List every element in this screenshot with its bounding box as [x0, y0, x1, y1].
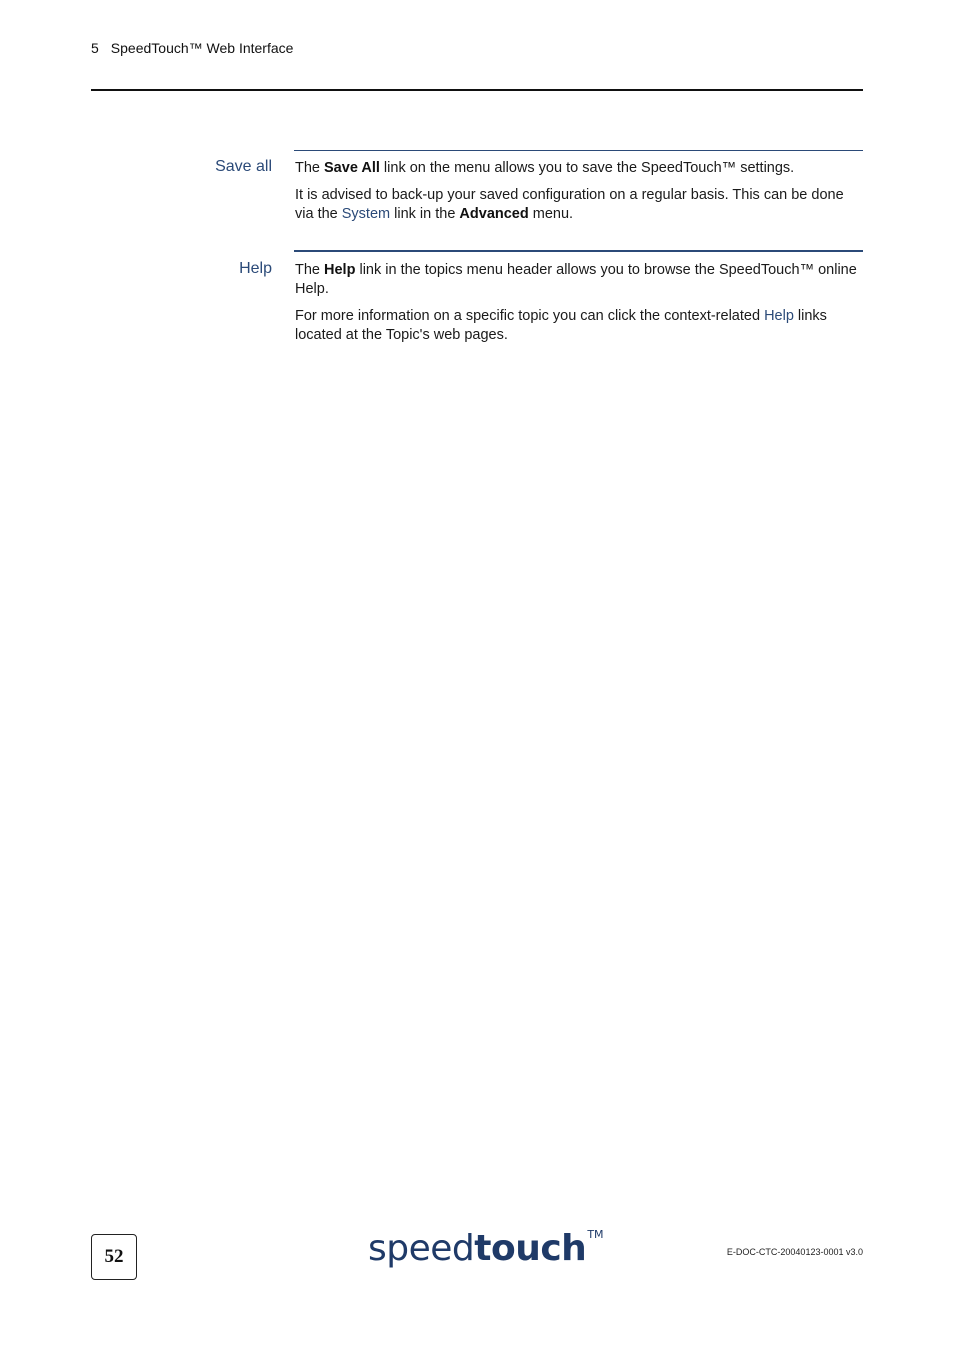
- text-run: For more information on a specific topic you can click the context-related: [295, 308, 765, 324]
- bold-term-advanced: Advanced: [459, 206, 529, 222]
- logo-trademark: TM: [587, 1228, 604, 1241]
- paragraph: [295, 186, 863, 224]
- text-run: The: [295, 160, 325, 176]
- section-body: [295, 159, 863, 232]
- system-link[interactable]: System: [341, 206, 391, 222]
- text-run: menu.: [528, 206, 574, 222]
- text-run: The: [295, 262, 325, 278]
- section-label-help: Help: [239, 260, 272, 277]
- chapter-title: SpeedTouch™ Web Interface: [110, 40, 294, 56]
- bold-term-save-all: Save All: [324, 160, 380, 176]
- text-run: links located at the Topic's web pages.: [295, 308, 827, 343]
- section-label-save-all: Save all: [215, 158, 272, 175]
- speedtouch-logo: [368, 1228, 604, 1269]
- chapter-number: 5: [91, 40, 99, 56]
- text-run: link in the: [390, 206, 460, 222]
- text-run: It is advised to back-up your saved configuration on a regular basis. This can be done via the: [295, 187, 844, 222]
- section-divider: [294, 250, 863, 252]
- running-header: [91, 40, 293, 56]
- document-reference: E-DOC-CTC-20040123-0001 v3.0: [726, 1247, 863, 1257]
- section-divider: [294, 150, 863, 151]
- paragraph: [295, 261, 863, 299]
- text-run: link in the topics menu header allows you to browse the SpeedTouch™ online Help.: [295, 262, 857, 297]
- page-number: 52: [91, 1234, 137, 1280]
- header-divider: [91, 89, 863, 91]
- paragraph: [295, 159, 863, 178]
- bold-term-help: Help: [324, 262, 356, 278]
- logo-speed: speed: [368, 1228, 475, 1269]
- text-run: link on the menu allows you to save the SpeedTouch™ settings.: [379, 160, 795, 176]
- section-body: [295, 261, 863, 353]
- paragraph: [295, 307, 863, 345]
- help-link[interactable]: Help: [764, 308, 794, 324]
- logo-touch: touch: [474, 1228, 587, 1269]
